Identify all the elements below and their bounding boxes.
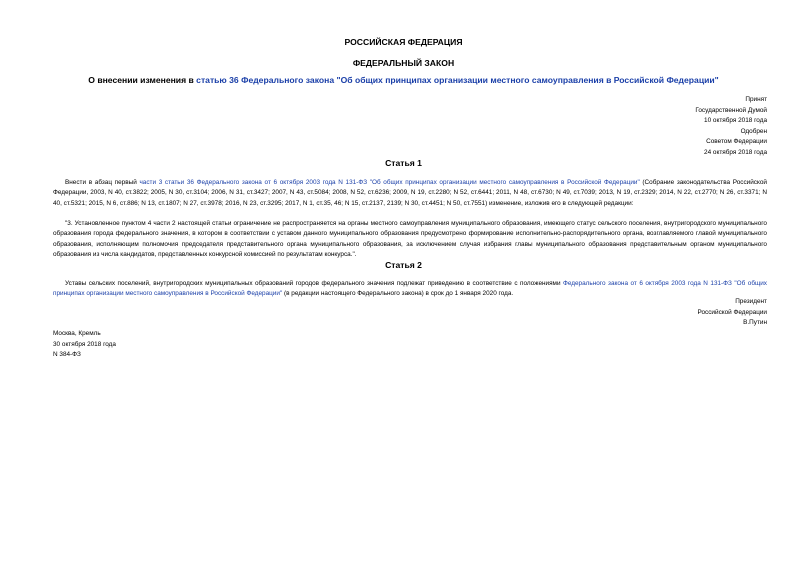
signature-block (698, 297, 768, 329)
article-2-p1-suffix: (в редакции настоящего Федерального закона) в срок до 1 января 2020 года. (282, 290, 514, 298)
country-heading: РОССИЙСКАЯ ФЕДЕРАЦИЯ (344, 37, 463, 47)
signature-name: В.Путин (743, 319, 767, 326)
article-1-paragraph-1 (53, 178, 767, 209)
article-1-p1-suffix: (Собрание законодательства Российской Федерации, 2003, N 40, ст.3822; 2005, N 30, ст.3104; 2006, N 31, ст.3427; 2007, N 43, ст.5084; 2008, N 52, ст.6236; 2009, N 19, ст.2280; N 52, ст.6441; 2011, N 48, ст.6730; N 49, ст.7039; 2013, N 19, ст.2329; 2014, N 22, ст.2770; N 26, ст.3371; N 40, ст.5321; 2015, N 6, ст.886; N 13, ст.1807; N 27, ст.3978; 2016, N 23, ст.3295; 2017, N 1, ст.35, 46; N 15, ст.2137, 2139; N 30, ст.4451; N 50, ст.7551) изменение, изложив его в следующей редакции: (53, 179, 767, 207)
approved-date: 24 октября 2018 года (704, 148, 767, 156)
article-1-p1-prefix: Внести в абзац первый (65, 179, 140, 186)
law-title-prefix: О внесении изменения в (88, 75, 197, 85)
law-type-heading: ФЕДЕРАЛЬНЫЙ ЗАКОН (352, 58, 455, 68)
article-2-p1-prefix: Уставы сельских поселений, внутригородских муниципальных образований городов федерального значения подлежат приведению в соответствие с положениями (65, 280, 563, 287)
accepted-label: Принят (745, 96, 767, 103)
article-2-p1-link[interactable]: Федерального закона от 6 октября 2003 года N 131-ФЗ "Об общих принципах организации местного самоуправления в Российской Федерации" (53, 280, 767, 298)
approved-label: Одобрен (740, 127, 767, 135)
adoption-block (695, 95, 767, 158)
article-1-p1-link[interactable]: части 3 статьи 36 Федерального закона от 6 октября 2003 года N 131-ФЗ "Об общих принципах организации местного самоуправления в Российской Федерации" (139, 179, 640, 186)
signing-place: Москва, Кремль (53, 330, 101, 337)
signature-country: Российской Федерации (697, 308, 767, 316)
article-1-heading: Статья 1 (385, 158, 422, 168)
signature-title: Президент (735, 298, 767, 305)
accepted-date: 10 октября 2018 года (704, 117, 767, 124)
accepted-body: Государственной Думой (695, 106, 767, 114)
law-title (0, 75, 807, 86)
approved-body: Советом Федерации (706, 138, 767, 145)
article-2-paragraph-1 (53, 279, 767, 300)
law-title-link[interactable]: статью 36 Федерального закона "Об общих принципах организации местного самоуправления в Российской Федерации" (196, 75, 719, 85)
article-2-heading: Статья 2 (385, 260, 422, 270)
law-number: N 384-ФЗ (53, 351, 81, 358)
signing-date: 30 октября 2018 года (53, 340, 116, 348)
article-1-paragraph-2: "3. Установленное пунктом 4 части 2 настоящей статьи ограничение не распространяется на органы местного самоуправления муниципального образования, имеющего статус сельского поселения, внутригородского муниципального образования города федерального значения, в котором в соответствии с уставом данного муниципального образования предусмотрено формирование исполнительно-распорядительного органа, возглавляемого главой муниципального образования, исполняющим полномочия председателя представительного органа муниципального образования, за исключением случая избрания главы муниципального образования представительным органом муниципального образования из числа кандидатов, представленных конкурсной комиссией по результатам конкурса.". (53, 220, 767, 259)
footer-block (53, 329, 116, 361)
